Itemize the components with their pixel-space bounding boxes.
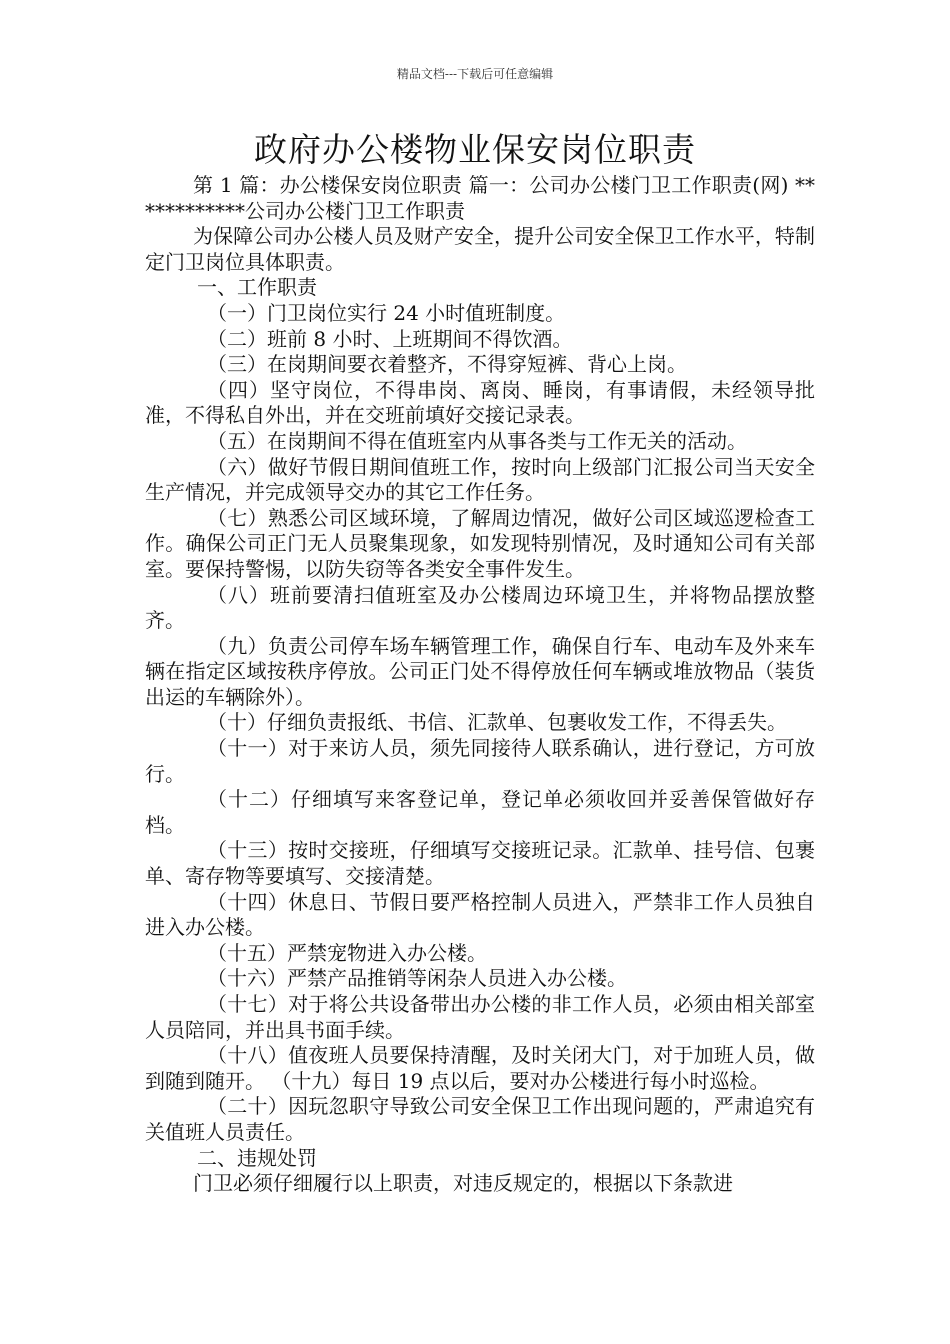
duty-item: （十七）对于将公共设备带出办公楼的非工作人员，必须由相关部室人员陪同，并出具书面手续。 xyxy=(145,992,815,1042)
duty-item: （十四）休息日、节假日要严格控制人员进入，严禁非工作人员独自进入办公楼。 xyxy=(145,889,815,940)
duty-item: （二）班前 8 小时、上班期间不得饮酒。 xyxy=(207,326,573,351)
duty-item: （七）熟悉公司区域环境，了解周边情况，做好公司区域巡逻检查工作。确保公司正门无人员聚集现象，如发现特别情况，及时通知公司有关部室。要保持警惕，以防失窃等各类安全事件发生。 xyxy=(145,505,815,581)
duty-item: （十二）仔细填写来客登记单，登记单必须收回并妥善保管做好存档。 xyxy=(145,787,815,837)
duty-item: （十八）值夜班人员要保持清醒，及时关闭大门，对于加班人员，做到随到随开。 （十九）每日 19 点以后，要对办公楼进行每小时巡检。 xyxy=(145,1043,815,1093)
document-body xyxy=(145,173,815,1197)
header-note: 精品文档---下载后可任意编辑 xyxy=(396,67,554,81)
closing-paragraph: 门卫必须仔细履行以上职责，对违反规定的，根据以下条款进 xyxy=(193,1171,733,1196)
duty-item: （五）在岗期间不得在值班室内从事各类与工作无关的活动。 xyxy=(207,428,747,453)
duty-item: （九）负责公司停车场车辆管理工作，确保自行车、电动车及外来车辆在指定区域按秩序停放。公司正门处不得停放任何车辆或堆放物品（装货出运的车辆除外）。 xyxy=(145,633,815,709)
duty-item: （十）仔细负责报纸、书信、汇款单、包裹收发工作，不得丢失。 xyxy=(207,710,787,735)
intro-paragraph: 第 1 篇：办公楼保安岗位职责 篇一：公司办公楼门卫工作职责(网) ************公司办公楼门卫工作职责 xyxy=(145,173,815,223)
page-title: 政府办公楼物业保安岗位职责 xyxy=(254,130,696,169)
purpose-paragraph: 为保障公司办公楼人员及财产安全，提升公司安全保卫工作水平，特制定门卫岗位具体职责。 xyxy=(145,224,815,274)
duty-item: （十六）严禁产品推销等闲杂人员进入办公楼。 xyxy=(207,966,627,991)
duty-item: （十三）按时交接班，仔细填写交接班记录。汇款单、挂号信、包裹单、寄存物等要填写、交接清楚。 xyxy=(145,838,815,889)
duty-item: （二十）因玩忽职守导致公司安全保卫工作出现问题的，严肃追究有关值班人员责任。 xyxy=(145,1094,815,1144)
duty-item: （四）坚守岗位，不得串岗、离岗、睡岗，有事请假，未经领导批准，不得私自外出，并在交班前填好交接记录表。 xyxy=(145,377,815,428)
duty-item: （六）做好节假日期间值班工作，按时向上级部门汇报公司当天安全生产情况，并完成领导交办的其它工作任务。 xyxy=(145,454,815,505)
section-heading-penalties: 二、违规处罚 xyxy=(197,1145,317,1170)
duty-item: （一）门卫岗位实行 24 小时值班制度。 xyxy=(207,300,566,325)
duty-item: （十五）严禁宠物进入办公楼。 xyxy=(207,940,487,965)
section-heading-duties: 一、工作职责 xyxy=(197,275,317,300)
duty-item: （三）在岗期间要衣着整齐，不得穿短裤、背心上岗。 xyxy=(207,352,687,377)
duty-item: （八）班前要清扫值班室及办公楼周边环境卫生，并将物品摆放整齐。 xyxy=(145,582,815,633)
duty-item: （十一）对于来访人员，须先同接待人联系确认，进行登记，方可放行。 xyxy=(145,736,815,786)
